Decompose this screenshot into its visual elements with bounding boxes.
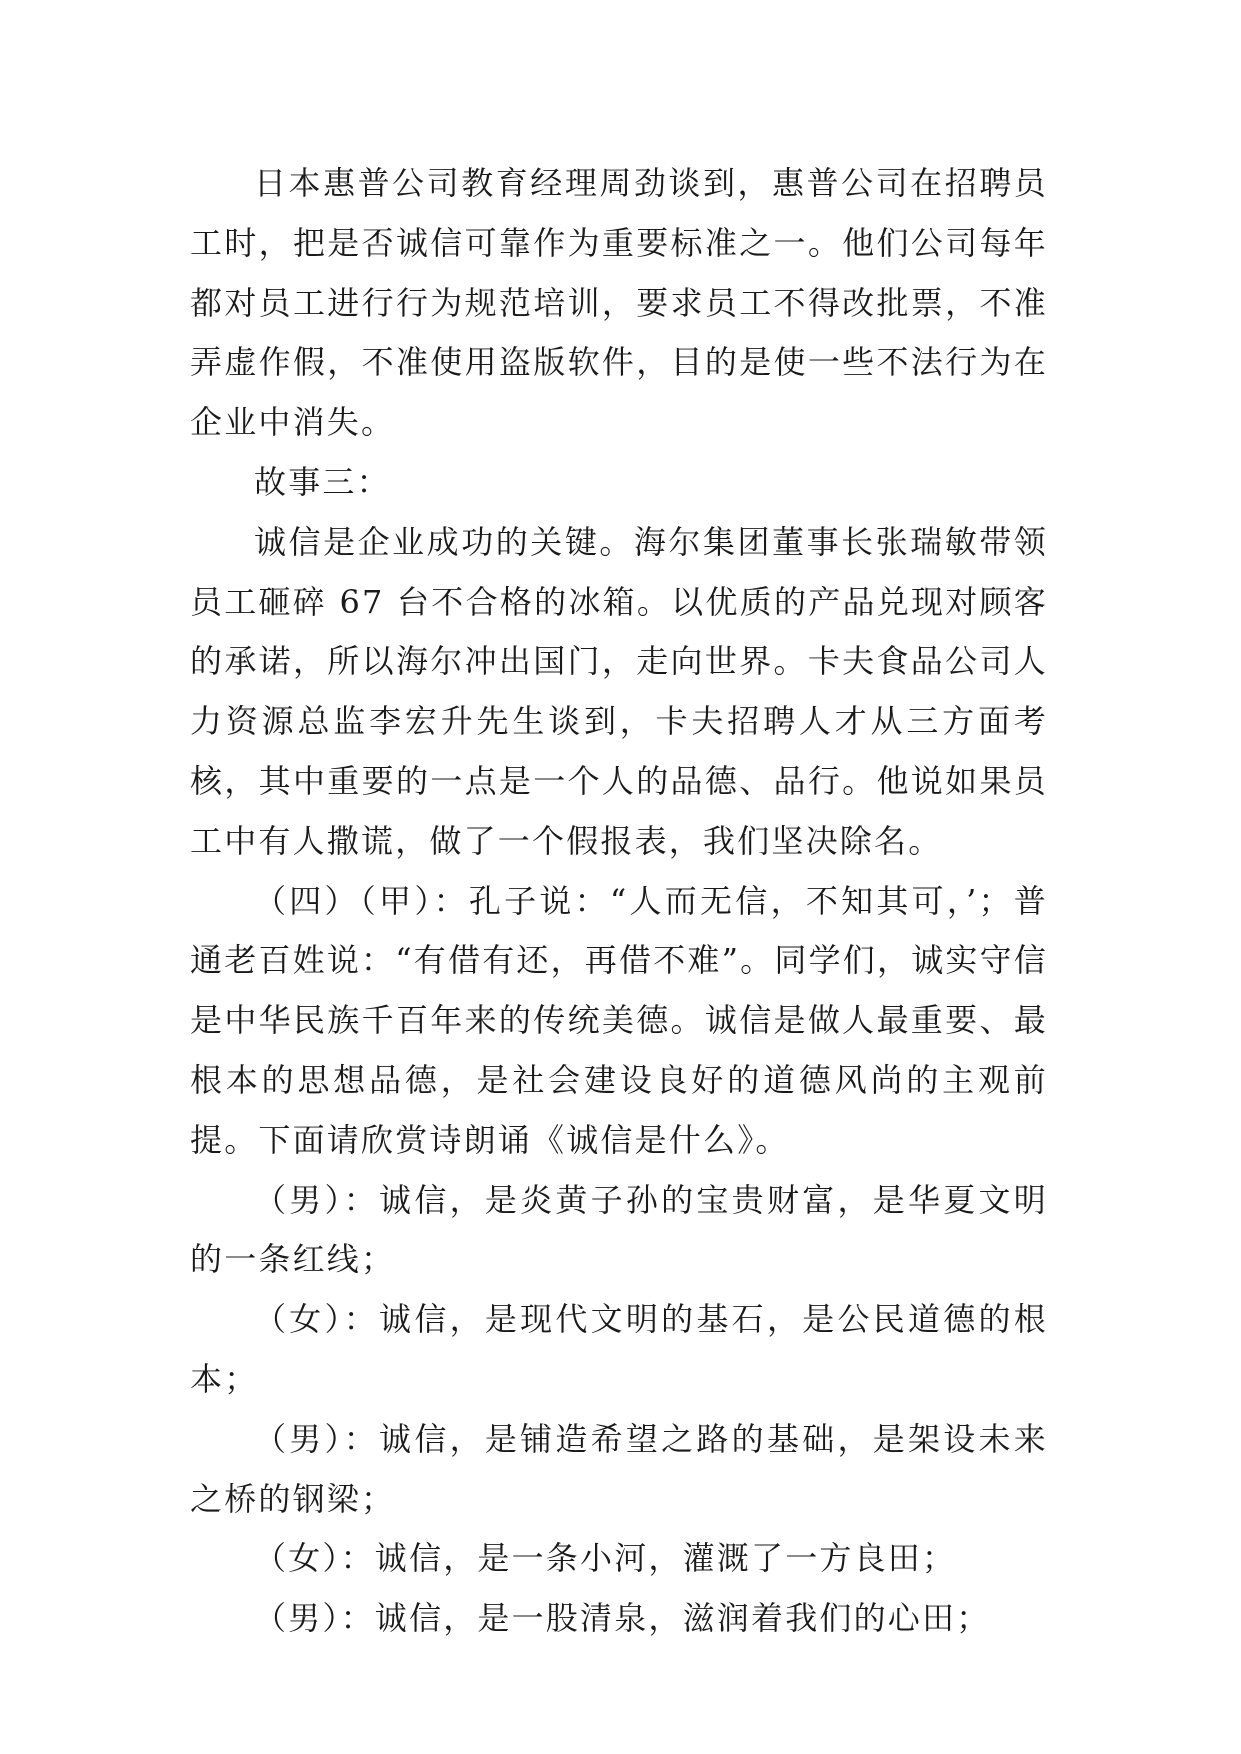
paragraph-male-line-2: （男）：诚信，是铺造希望之路的基础，是架设未来之桥的钢梁； — [190, 1419, 1048, 1518]
document-body — [190, 154, 1048, 1649]
paragraph-section-four-intro: （四）（甲）：孔子说：“人而无信，不知其可，’；普通老百姓说：“有借有还，再借不难”。同学们，诚实守信是中华民族千百年来的传统美德。诚信是做人最重要、最根本的思想品德，是社会建设良好的道德风尚的主观前提。下面请欣赏诗朗诵《诚信是什么》。 — [190, 881, 1048, 1159]
paragraph-hp-story: 日本惠普公司教育经理周劲谈到，惠普公司在招聘员工时，把是否诚信可靠作为重要标准之一。他们公司每年都对员工进行行为规范培训，要求员工不得改批票，不准弄虚作假，不准使用盗版软件，目的是使一些不法行为在企业中消失。 — [190, 164, 1048, 442]
paragraph-story-three-heading: 故事三： — [254, 462, 391, 501]
paragraph-female-line-2: （女）：诚信，是一条小河，灌溉了一方良田； — [254, 1539, 957, 1578]
paragraph-haier-story: 诚信是企业成功的关键。海尔集团董事长张瑞敏带领员工砸碎 67 台不合格的冰箱。以优质的产品兑现对顾客的承诺，所以海尔冲出国门，走向世界。卡夫食品公司人力资源总监李宏升先生谈到，卡夫招聘人才从三方面考核，其中重要的一点是一个人的品德、品行。他说如果员工中有人撒谎，做了一个假报表，我们坚决除名。 — [190, 522, 1048, 860]
paragraph-female-line-1: （女）：诚信，是现代文明的基石，是公民道德的根本； — [190, 1300, 1048, 1398]
paragraph-male-line-1: （男）：诚信，是炎黄子孙的宝贵财富，是华夏文明的一条红线； — [190, 1180, 1048, 1279]
paragraph-male-line-3: （男）：诚信，是一股清泉，滋润着我们的心田； — [254, 1599, 991, 1638]
